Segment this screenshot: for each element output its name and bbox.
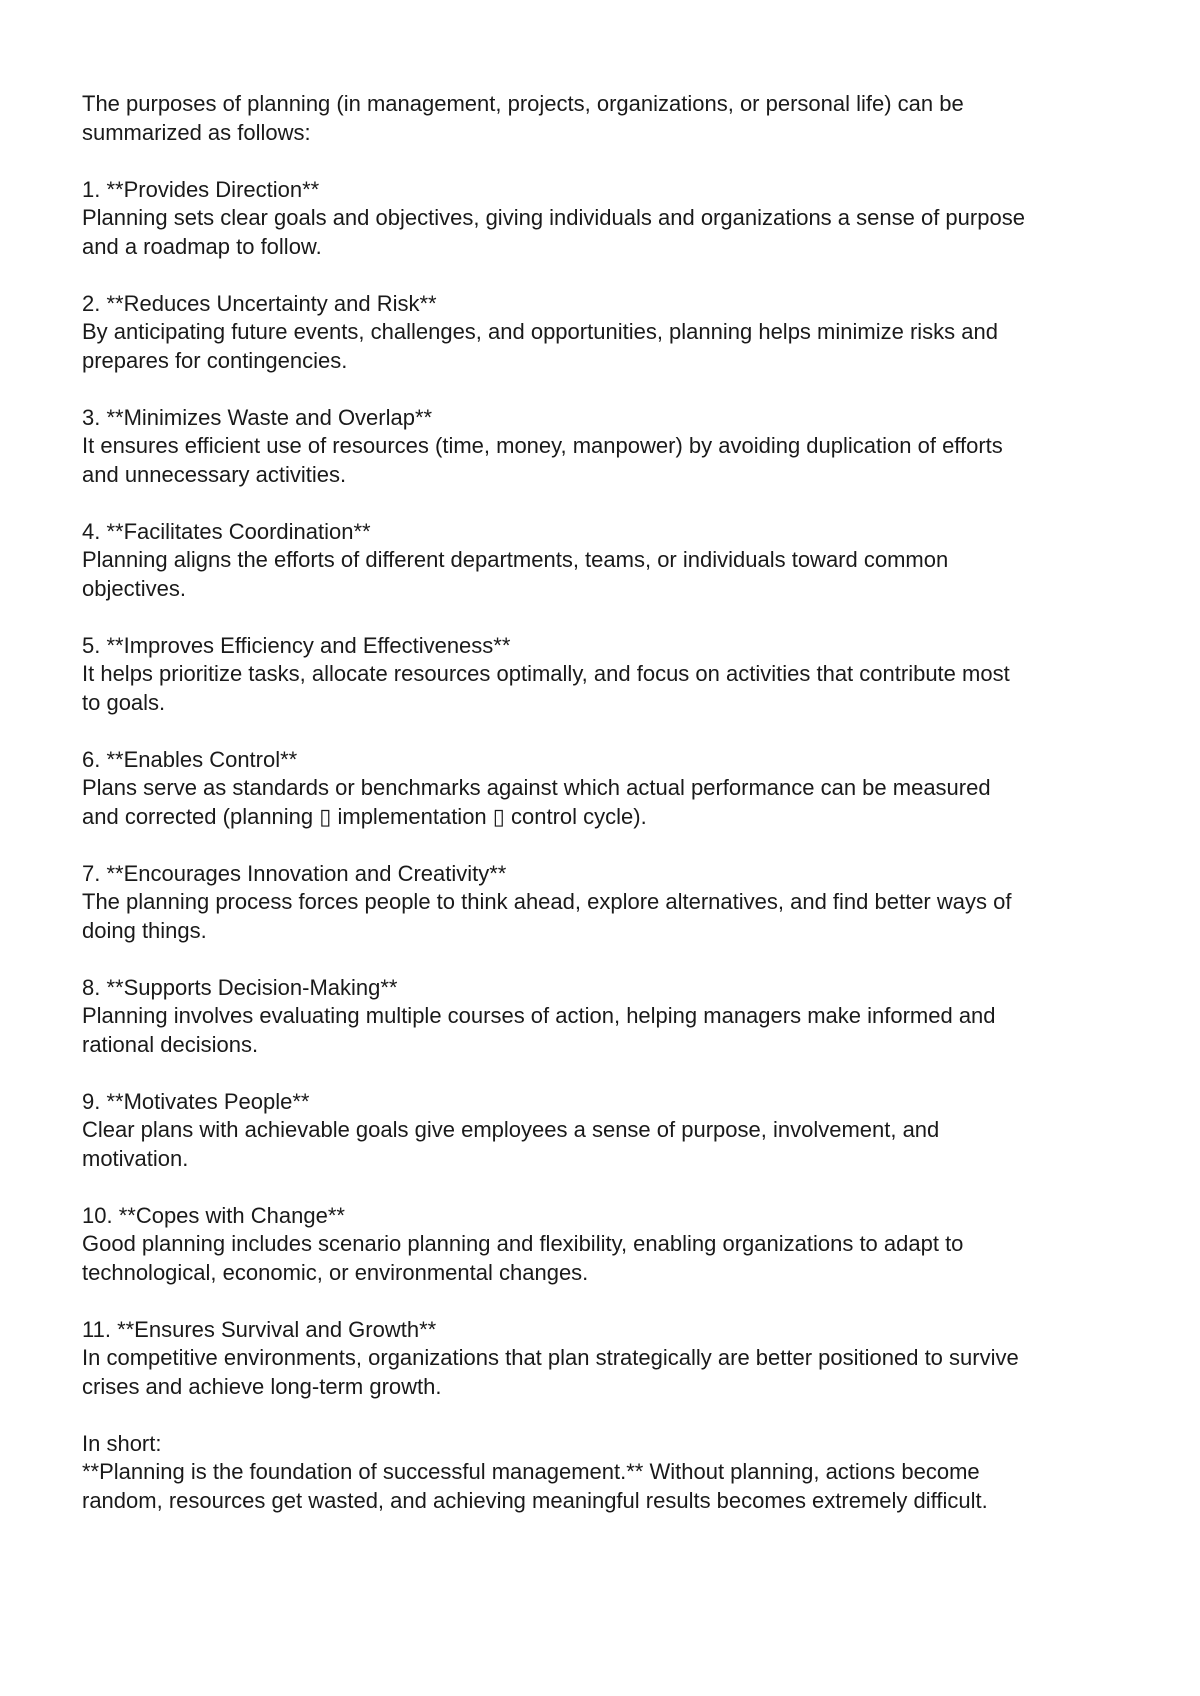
- purpose-description-line: Good planning includes scenario planning and flexibility, enabling organizations to adapt to: [82, 1231, 964, 1256]
- purpose-heading: 8. **Supports Decision-Making**: [82, 974, 398, 1000]
- document-page: [82, 90, 1142, 1544]
- summary-label: In short:: [82, 1430, 162, 1456]
- purpose-description-line: Planning sets clear goals and objectives, giving individuals and organizations a sense of purpose: [82, 205, 1025, 230]
- purpose-heading: 7. **Encourages Innovation and Creativity**: [82, 860, 507, 886]
- purpose-description-line: prepares for contingencies.: [82, 347, 348, 373]
- intro-line: summarized as follows:: [82, 119, 311, 145]
- summary-paragraph: [82, 1430, 1142, 1516]
- purpose-description-line: motivation.: [82, 1145, 189, 1171]
- purpose-description-line: In competitive environments, organizations that plan strategically are better positioned to survive: [82, 1345, 1019, 1370]
- purpose-item-3: [82, 404, 1142, 490]
- purpose-item-1: [82, 176, 1142, 262]
- purpose-heading: 11. **Ensures Survival and Growth**: [82, 1316, 437, 1342]
- purpose-description-line: By anticipating future events, challenges, and opportunities, planning helps minimize risks and: [82, 319, 998, 344]
- purpose-heading: 6. **Enables Control**: [82, 746, 298, 772]
- purpose-description-line: Planning aligns the efforts of different departments, teams, or individuals toward common: [82, 547, 949, 572]
- intro-line: The purposes of planning (in management, projects, organizations, or personal life) can be: [82, 91, 964, 116]
- purpose-heading: 2. **Reduces Uncertainty and Risk**: [82, 290, 437, 316]
- purpose-description-line: It helps prioritize tasks, allocate resources optimally, and focus on activities that contribute most: [82, 661, 1010, 686]
- purpose-heading: 5. **Improves Efficiency and Effectiveness**: [82, 632, 511, 658]
- purpose-description-line: Planning involves evaluating multiple courses of action, helping managers make informed and: [82, 1003, 996, 1028]
- purpose-description-line: and corrected (planning ▯ implementation ▯ control cycle).: [82, 803, 647, 829]
- purpose-description-line: and a roadmap to follow.: [82, 233, 322, 259]
- purpose-description-line: technological, economic, or environmental changes.: [82, 1259, 589, 1285]
- purpose-heading: 10. **Copes with Change**: [82, 1202, 345, 1228]
- purpose-item-5: [82, 632, 1142, 718]
- purpose-description-line: and unnecessary activities.: [82, 461, 347, 487]
- purpose-description-line: The planning process forces people to think ahead, explore alternatives, and find better ways of: [82, 889, 1012, 914]
- purpose-item-6: [82, 746, 1142, 832]
- purpose-heading: 9. **Motivates People**: [82, 1088, 310, 1114]
- purpose-item-2: [82, 290, 1142, 376]
- purpose-description-line: to goals.: [82, 689, 166, 715]
- purpose-item-8: [82, 974, 1142, 1060]
- purpose-item-9: [82, 1088, 1142, 1174]
- summary-line: **Planning is the foundation of successful management.** Without planning, actions become: [82, 1459, 980, 1484]
- purpose-description-line: Plans serve as standards or benchmarks against which actual performance can be measured: [82, 775, 991, 800]
- purpose-description-line: doing things.: [82, 917, 207, 943]
- purpose-heading: 3. **Minimizes Waste and Overlap**: [82, 404, 433, 430]
- purpose-description-line: objectives.: [82, 575, 186, 601]
- purpose-item-4: [82, 518, 1142, 604]
- purpose-description-line: rational decisions.: [82, 1031, 259, 1057]
- purpose-item-11: [82, 1316, 1142, 1402]
- purpose-heading: 4. **Facilitates Coordination**: [82, 518, 371, 544]
- purpose-description-line: Clear plans with achievable goals give employees a sense of purpose, involvement, and: [82, 1117, 940, 1142]
- purpose-item-7: [82, 860, 1142, 946]
- purpose-heading: 1. **Provides Direction**: [82, 176, 320, 202]
- summary-line: random, resources get wasted, and achieving meaningful results becomes extremely difficult.: [82, 1487, 988, 1513]
- purpose-description-line: crises and achieve long-term growth.: [82, 1373, 442, 1399]
- intro-paragraph: [82, 90, 1142, 147]
- purpose-item-10: [82, 1202, 1142, 1288]
- purpose-description-line: It ensures efficient use of resources (time, money, manpower) by avoiding duplication of efforts: [82, 433, 1003, 458]
